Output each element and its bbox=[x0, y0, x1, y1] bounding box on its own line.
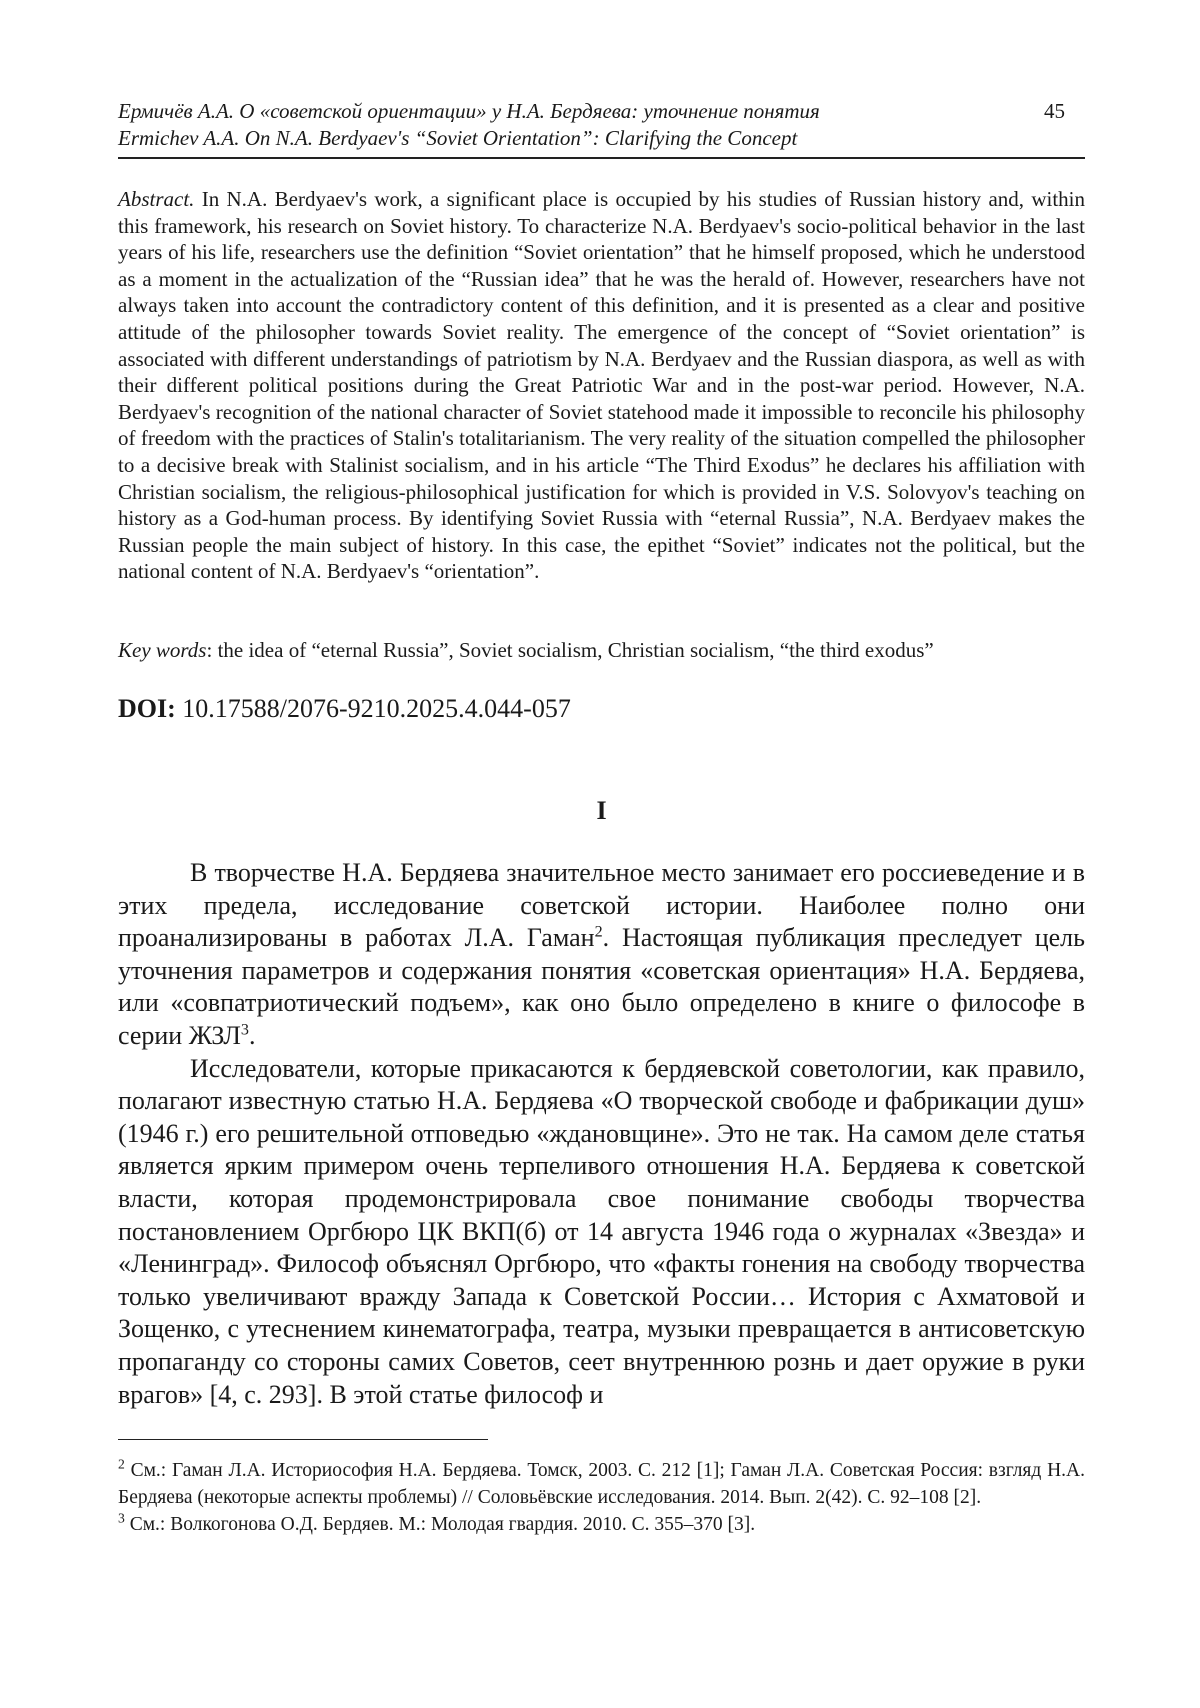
footnote-text: См.: Гаман Л.А. Историософия Н.А. Бердяева. Томск, 2003. С. 212 [1]; Гаман Л.А. Советская Россия: взгляд Н.А. Бердяева (некоторые аспекты проблемы) // Соловьёвские исследования. 2014. Вып. 2(42). С. 92–108 [2]. bbox=[118, 1460, 1085, 1508]
doi-value: 10.17588/2076-9210.2025.4.044-057 bbox=[175, 694, 571, 723]
body-text-run: . Настоящая публикация преследует цель уточнения параметров и содержания понятия «советская ориентация» Н.А. Бердяева, или «совпатриотический подъем», как оно было определено в книге о философе в серии ЖЗЛ bbox=[118, 923, 1085, 1050]
keywords-text: : the idea of “eternal Russia”, Soviet socialism, Christian socialism, “the third exodus” bbox=[206, 638, 934, 662]
body-text bbox=[118, 857, 1085, 1411]
header-title-en: Ermichev A.A. On N.A. Berdyaev's “Soviet Orientation”: Clarifying the Concept bbox=[118, 126, 798, 150]
header-rule bbox=[118, 157, 1085, 159]
body-text-run: В творчестве Н.А. Бердяева значительное место занимает его россиеведение и в этих предела, исследование советской истории. Наиболее полно они проанализированы в работах Л.А. Гаман bbox=[118, 858, 1085, 953]
footnote-ref-2[interactable]: 2 bbox=[594, 923, 603, 941]
abstract-text: In N.A. Berdyaev's work, a significant place is occupied by his studies of Russian history and, within this framework, his research on Soviet history. To characterize N.A. Berdyaev's socio-political behavior in the last years of his life, researchers use the definition “Soviet orientation” that he himself proposed, which he understood as a moment in the actualization of the “Russian idea” that he was the herald of. However, researchers have not always taken into account the contradictory content of this definition, and it is presented as a clear and positive attitude of the philosopher towards Soviet reality. The emergence of the concept of “Soviet orientation” is associated with different understandings of patriotism by N.A. Berdyaev and the Russian diaspora, as well as with their different political positions during the Great Patriotic War and in the post-war period. However, N.A. Berdyaev's recognition of the national character of Soviet statehood made it impossible to reconcile his philosophy of freedom with the practices of Stalin's totalitarianism. The very reality of the situation compelled the philosopher to a decisive break with Stalinist socialism, and in his article “The Third Exodus” he declares his affiliation with Christian socialism, the religious-philosophical justification for which is provided in V.S. Solovyov's teaching on history as a God-human process. By identifying Soviet Russia with “eternal Russia”, N.A. Berdyaev makes the Russian people the main subject of history. In this case, the epithet “Soviet” indicates not the political, but the national content of N.A. Berdyaev's “orientation”. bbox=[118, 187, 1085, 584]
footnote-mark: 2 bbox=[118, 1456, 125, 1472]
keywords-label: Key words bbox=[118, 638, 207, 662]
doi-label: DOI: bbox=[118, 694, 176, 723]
running-header bbox=[118, 98, 1085, 152]
header-title-ru: Ермичёв А.А. О «советской ориентации» у Н.А. Бердяева: уточнение понятия bbox=[118, 99, 820, 123]
abstract-label: Abstract. bbox=[118, 187, 195, 211]
keywords bbox=[118, 637, 1085, 663]
footnotes bbox=[118, 1457, 1085, 1538]
section-heading: I bbox=[596, 796, 607, 825]
footnote-3 bbox=[118, 1511, 1085, 1538]
footnote-rule bbox=[118, 1439, 488, 1440]
body-text-run: . bbox=[248, 1020, 256, 1050]
footnote-ref-3[interactable]: 3 bbox=[240, 1021, 249, 1039]
abstract bbox=[118, 186, 1085, 585]
body-paragraph-1 bbox=[118, 857, 1085, 1053]
body-paragraph-2: Исследователи, которые прикасаются к бердяевской советологии, как правило, полагают известную статью Н.А. Бердяева «О творческой свободе и фабрикации душ» (1946 г.) его решительной отповедью «ждановщине». Это не так. На самом деле статья является ярким примером очень терпеливого отношения Н.А. Бердяева к советской власти, которая продемонстрировала свое понимание свободы творчества постановлением Оргбюро ЦК ВКП(б) от 14 августа 1946 года о журналах «Звезда» и «Ленинград». Философ объяснял Оргбюро, что «факты гонения на свободу творчества только увеличивают вражду Запада к Советской России… История с Ахматовой и Зощенко, с утеснением кинематографа, театра, музыки превращается в антисоветскую пропаганду со стороны самих Советов, сеет внутреннюю рознь и дает оружие в руки врагов» [4, с. 293]. В этой статье философ и bbox=[118, 1053, 1085, 1409]
footnote-2 bbox=[118, 1457, 1085, 1511]
page-number: 45 bbox=[1044, 99, 1065, 123]
footnote-text: См.: Волкогонова О.Д. Бердяев. М.: Молодая гвардия. 2010. С. 355–370 [3]. bbox=[124, 1514, 756, 1535]
doi bbox=[118, 693, 571, 725]
footnote-mark: 3 bbox=[118, 1510, 125, 1526]
